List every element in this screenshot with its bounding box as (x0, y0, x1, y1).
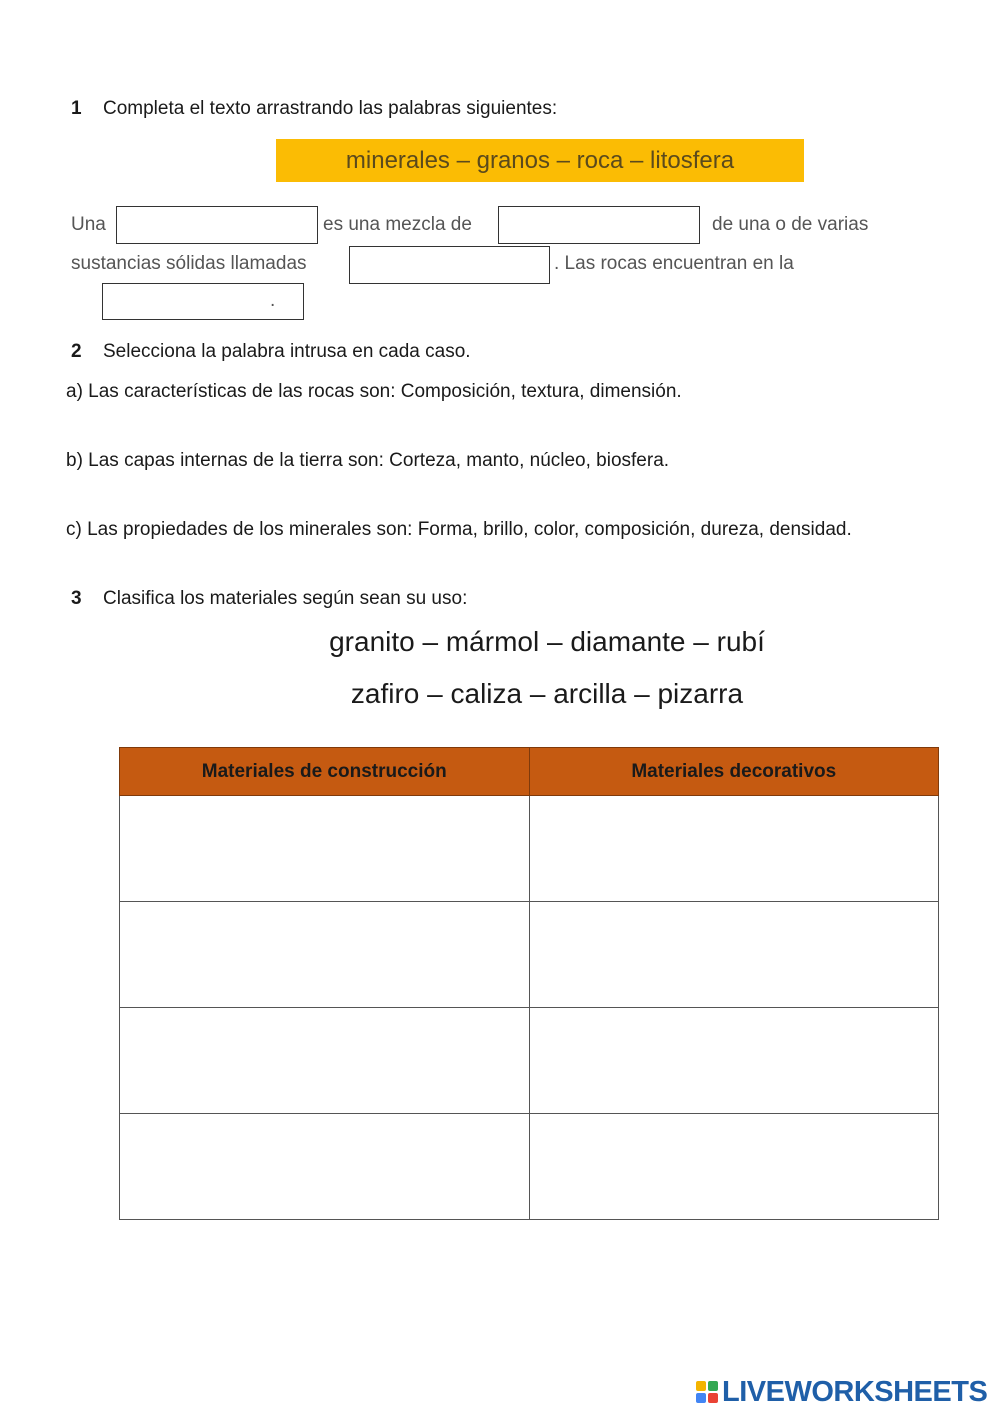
logo-mark-icon (696, 1381, 718, 1403)
q1-text-part3: de una o de varias (712, 214, 869, 235)
construction-drop-cell[interactable] (120, 1114, 530, 1220)
q2-instruction: Selecciona la palabra intrusa en cada caso. (103, 341, 471, 362)
q1-text-part2: es una mezcla de (323, 214, 472, 235)
q3-instruction: Clasifica los materiales según sean su uso: (103, 588, 468, 609)
table-row (120, 1114, 939, 1220)
q2-item-c[interactable]: c) Las propiedades de los minerales son: Forma, brillo, color, composición, dureza, densidad. (66, 519, 852, 540)
q1-text-part5: . Las rocas encuentran en la (554, 253, 794, 274)
construction-drop-cell[interactable] (120, 902, 530, 1008)
q1-drop-box-3[interactable] (349, 246, 550, 284)
q1-text-part6: . (270, 290, 276, 311)
q3-word-line-1: granito – mármol – diamante – rubí (329, 626, 765, 657)
table-header-decorative: Materiales decorativos (529, 748, 939, 796)
construction-drop-cell[interactable] (120, 796, 530, 902)
q1-drop-box-1[interactable] (116, 206, 318, 244)
q2-number: 2 (71, 341, 82, 362)
q2-item-a[interactable]: a) Las características de las rocas son: Composición, textura, dimensión. (66, 381, 682, 402)
q3-classification-table (119, 747, 939, 1220)
q1-text-part4: sustancias sólidas llamadas (71, 253, 307, 274)
decorative-drop-cell[interactable] (529, 1114, 939, 1220)
q1-text-part1: Una (71, 214, 106, 235)
q3-word-line-2: zafiro – caliza – arcilla – pizarra (350, 678, 744, 709)
liveworksheets-logo (696, 1375, 987, 1409)
q2-item-b[interactable]: b) Las capas internas de la tierra son: Corteza, manto, núcleo, biosfera. (66, 450, 670, 471)
q1-word-bank-text: minerales – granos – roca – litosfera (345, 146, 735, 174)
q1-number: 1 (71, 98, 82, 119)
table-row (120, 1008, 939, 1114)
decorative-drop-cell[interactable] (529, 796, 939, 902)
q1-word-bank (276, 139, 804, 182)
table-header-construction: Materiales de construcción (120, 748, 530, 796)
table-row (120, 902, 939, 1008)
construction-drop-cell[interactable] (120, 1008, 530, 1114)
table-row (120, 796, 939, 902)
decorative-drop-cell[interactable] (529, 1008, 939, 1114)
q3-number: 3 (71, 588, 82, 609)
q1-instruction: Completa el texto arrastrando las palabras siguientes: (103, 98, 558, 119)
logo-text: LIVEWORKSHEETS (722, 1375, 988, 1408)
decorative-drop-cell[interactable] (529, 902, 939, 1008)
q1-drop-box-2[interactable] (498, 206, 700, 244)
